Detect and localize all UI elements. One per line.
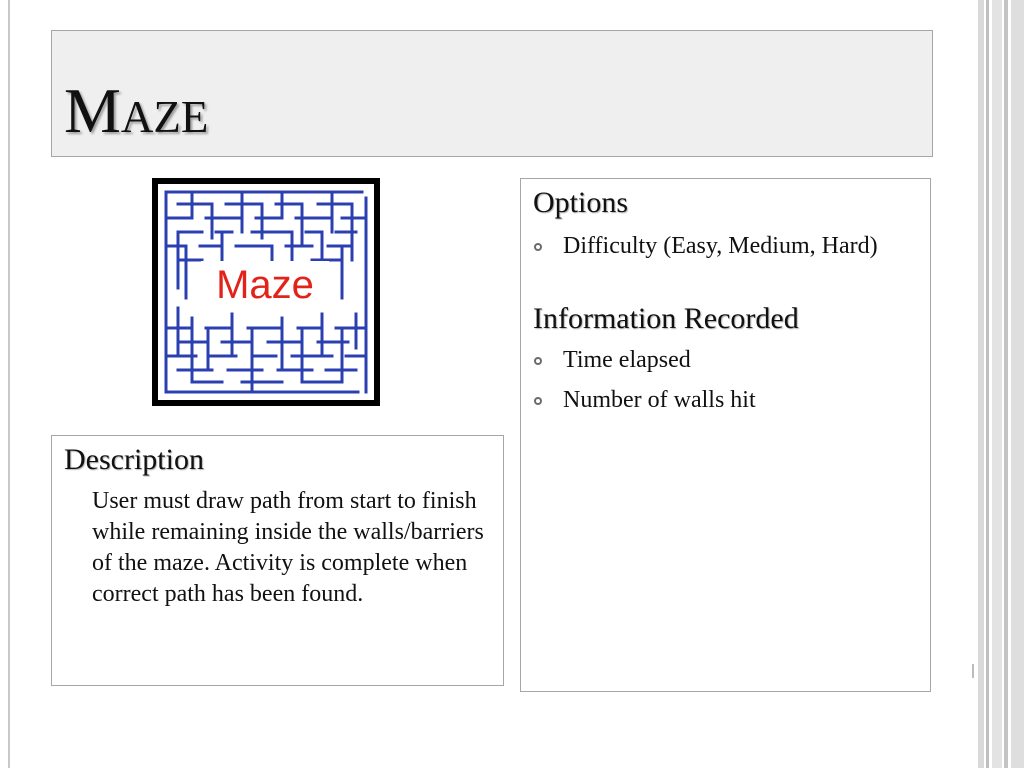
right-decorative-bars	[976, 0, 1024, 768]
options-panel	[520, 178, 931, 692]
options-heading: Options	[533, 186, 629, 219]
left-decorative-rule	[8, 0, 10, 768]
slide-title: Maze	[64, 75, 209, 146]
bullet-icon	[534, 243, 542, 251]
maze-image-label: Maze	[201, 261, 329, 309]
maze-image	[152, 178, 380, 406]
bullet-icon	[534, 397, 542, 405]
information-item: Time elapsed	[563, 347, 691, 373]
title-banner	[51, 30, 933, 157]
information-heading: Information Recorded	[533, 302, 799, 335]
decorative-mark	[972, 664, 974, 678]
information-item: Number of walls hit	[563, 387, 756, 413]
description-heading: Description	[64, 443, 204, 476]
option-item: Difficulty (Easy, Medium, Hard)	[563, 233, 878, 259]
description-text: User must draw path from start to finish while remaining inside the walls/barriers of the maze. Activity is complete when correct path has been found.	[92, 488, 484, 607]
bullet-icon	[534, 357, 542, 365]
description-panel	[51, 435, 504, 686]
